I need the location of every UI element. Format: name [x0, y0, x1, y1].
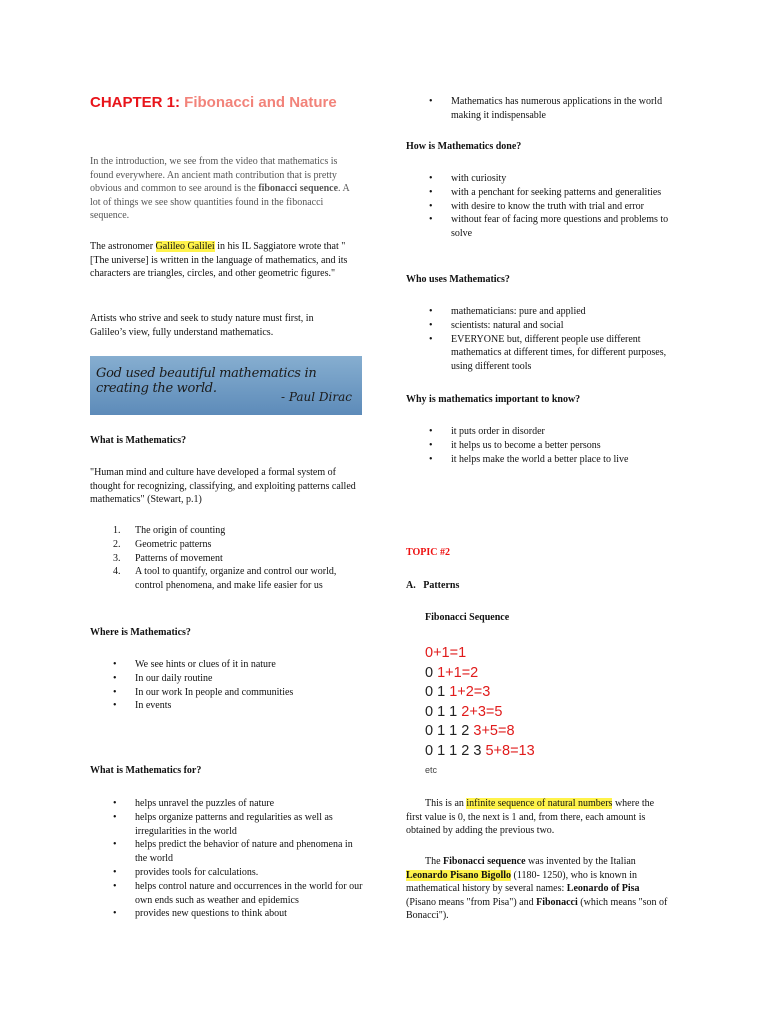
list-text: Geometric patterns	[135, 538, 212, 550]
applications-list	[451, 95, 676, 123]
list-number: 4.	[113, 566, 121, 578]
fib-prefix: 0 1	[425, 684, 450, 700]
fib-row	[425, 722, 535, 742]
banner-author: - Paul Dirac	[280, 390, 352, 404]
list-item: • In events	[135, 699, 360, 713]
list-item: • it helps us to become a better persons	[451, 439, 676, 453]
list-item: • without fear of facing more questions and problems to solve	[451, 213, 676, 241]
list-item	[113, 552, 360, 566]
where-heading: Where is Mathematics?	[90, 627, 191, 638]
what-list	[113, 524, 360, 593]
who-list	[451, 305, 676, 374]
list-item: • provides tools for calculations.	[135, 866, 365, 880]
what-quote: "Human mind and culture have developed a formal system of thought for recognizing, classifying, and exploiting patterns called mathematics" (Stewart, p.1)	[90, 467, 356, 505]
section-heading: A. Patterns	[406, 580, 460, 591]
banner-quote: God used beautiful mathematics in creating the world.	[96, 366, 317, 396]
topic-label: TOPIC #2	[406, 547, 450, 558]
fib-row	[425, 683, 535, 703]
list-item	[113, 565, 360, 593]
list-item: • provides new questions to think about	[135, 907, 365, 921]
list-item	[113, 524, 360, 538]
how-heading: How is Mathematics done?	[406, 141, 522, 152]
list-item: • In our daily routine	[135, 672, 360, 686]
where-list	[135, 658, 360, 713]
list-number: 1.	[113, 525, 121, 536]
origin-paragraph: The Fibonacci sequence was invented by the Italian Leonardo Pisano Bigollo (1180- 1250), who is known in mathematical history by several names: Leonardo of Pisa (Pisano means "from Pisa") and Fibonacci (which means "son of Bonacci").	[406, 856, 668, 921]
why-list	[451, 425, 676, 466]
fib-expression: 1+2=3	[449, 684, 491, 700]
how-list	[451, 172, 676, 241]
why-heading: Why is mathematics important to know?	[406, 394, 581, 405]
fib-expression: 2+3=5	[461, 703, 503, 720]
fib-row	[425, 703, 535, 723]
fib-expression: 3+5=8	[473, 723, 515, 739]
list-number: 3.	[113, 552, 121, 564]
list-item: • We see hints or clues of it in nature	[135, 658, 360, 672]
list-item	[113, 538, 360, 552]
list-item: • EVERYONE but, different people use different mathematics at different times, for different purposes, using different tools	[451, 333, 676, 374]
list-item: • mathematicians: pure and applied	[451, 305, 676, 319]
list-item: • with a penchant for seeking patterns and generalities	[451, 186, 676, 200]
fib-row	[425, 664, 535, 684]
list-item: • it helps make the world a better place to live	[451, 453, 676, 467]
list-item: • helps control nature and occurrences in the world for our own ends such as weather and epidemics	[135, 880, 365, 908]
list-item: • helps organize patterns and regularities as well as irregularities in the world	[135, 811, 365, 839]
list-item: • In our work In people and communities	[135, 686, 360, 700]
intro-paragraph: In the introduction, we see from the video that mathematics is found everywhere. An ancient math contribution that is pretty obvious and common to see around is the fibonacci sequence. A lot of things we see show quantities found in the fibonacci sequence.	[90, 156, 350, 221]
list-item: • Mathematics has numerous applications in the world making it indispensable	[451, 95, 676, 123]
list-item: • it puts order in disorder	[451, 425, 676, 439]
fib-expression: 5+8=13	[485, 742, 535, 759]
list-text: Patterns of movement	[135, 552, 223, 564]
fib-prefix: 0	[425, 664, 438, 681]
fib-etc: etc	[425, 765, 438, 775]
list-item: • with desire to know the truth with trial and error	[451, 200, 676, 214]
fib-expression: 0+1=1	[425, 645, 467, 661]
fib-heading: Fibonacci Sequence	[425, 612, 510, 623]
for-list	[135, 797, 365, 921]
galileo-paragraph: The astronomer Galileo Galilei in his IL Saggiatore wrote that "[The universe] is written in the language of mathematics, and its characters are triangles, circles, and other geometric figures."	[90, 241, 348, 279]
fib-prefix: 0 1 1 2	[425, 723, 474, 739]
list-item: • scientists: natural and social	[451, 319, 676, 333]
list-text: The origin of counting	[135, 525, 226, 536]
fib-row	[425, 644, 535, 664]
chapter-title: CHAPTER 1: Fibonacci and Nature	[90, 94, 337, 111]
fib-prefix: 0 1 1	[425, 703, 462, 720]
fib-expression: 1+1=2	[437, 664, 479, 681]
fibonacci-figure	[425, 644, 535, 781]
what-heading: What is Mathematics?	[90, 435, 187, 446]
list-number: 2.	[113, 538, 121, 550]
list-item: • with curiosity	[451, 172, 676, 186]
infinite-paragraph: This is an infinite sequence of natural numbers where the first value is 0, the next is 1 and, from there, each amount is obtained by adding the previous two.	[406, 798, 655, 836]
list-item: • helps unravel the puzzles of nature	[135, 797, 365, 811]
fib-row	[425, 742, 535, 762]
artists-paragraph: Artists who strive and seek to study nature must first, in Galileo’s view, fully understand mathematics.	[90, 313, 314, 338]
list-item: • helps predict the behavior of nature and phenomena in the world	[135, 838, 365, 866]
who-heading: Who uses Mathematics?	[406, 274, 510, 285]
list-text: A tool to quantify, organize and control our world, control phenomena, and make life easier for us	[135, 566, 337, 592]
quote-banner	[90, 356, 362, 415]
for-heading: What is Mathematics for?	[90, 765, 202, 776]
fib-prefix: 0 1 1 2 3	[425, 742, 486, 759]
